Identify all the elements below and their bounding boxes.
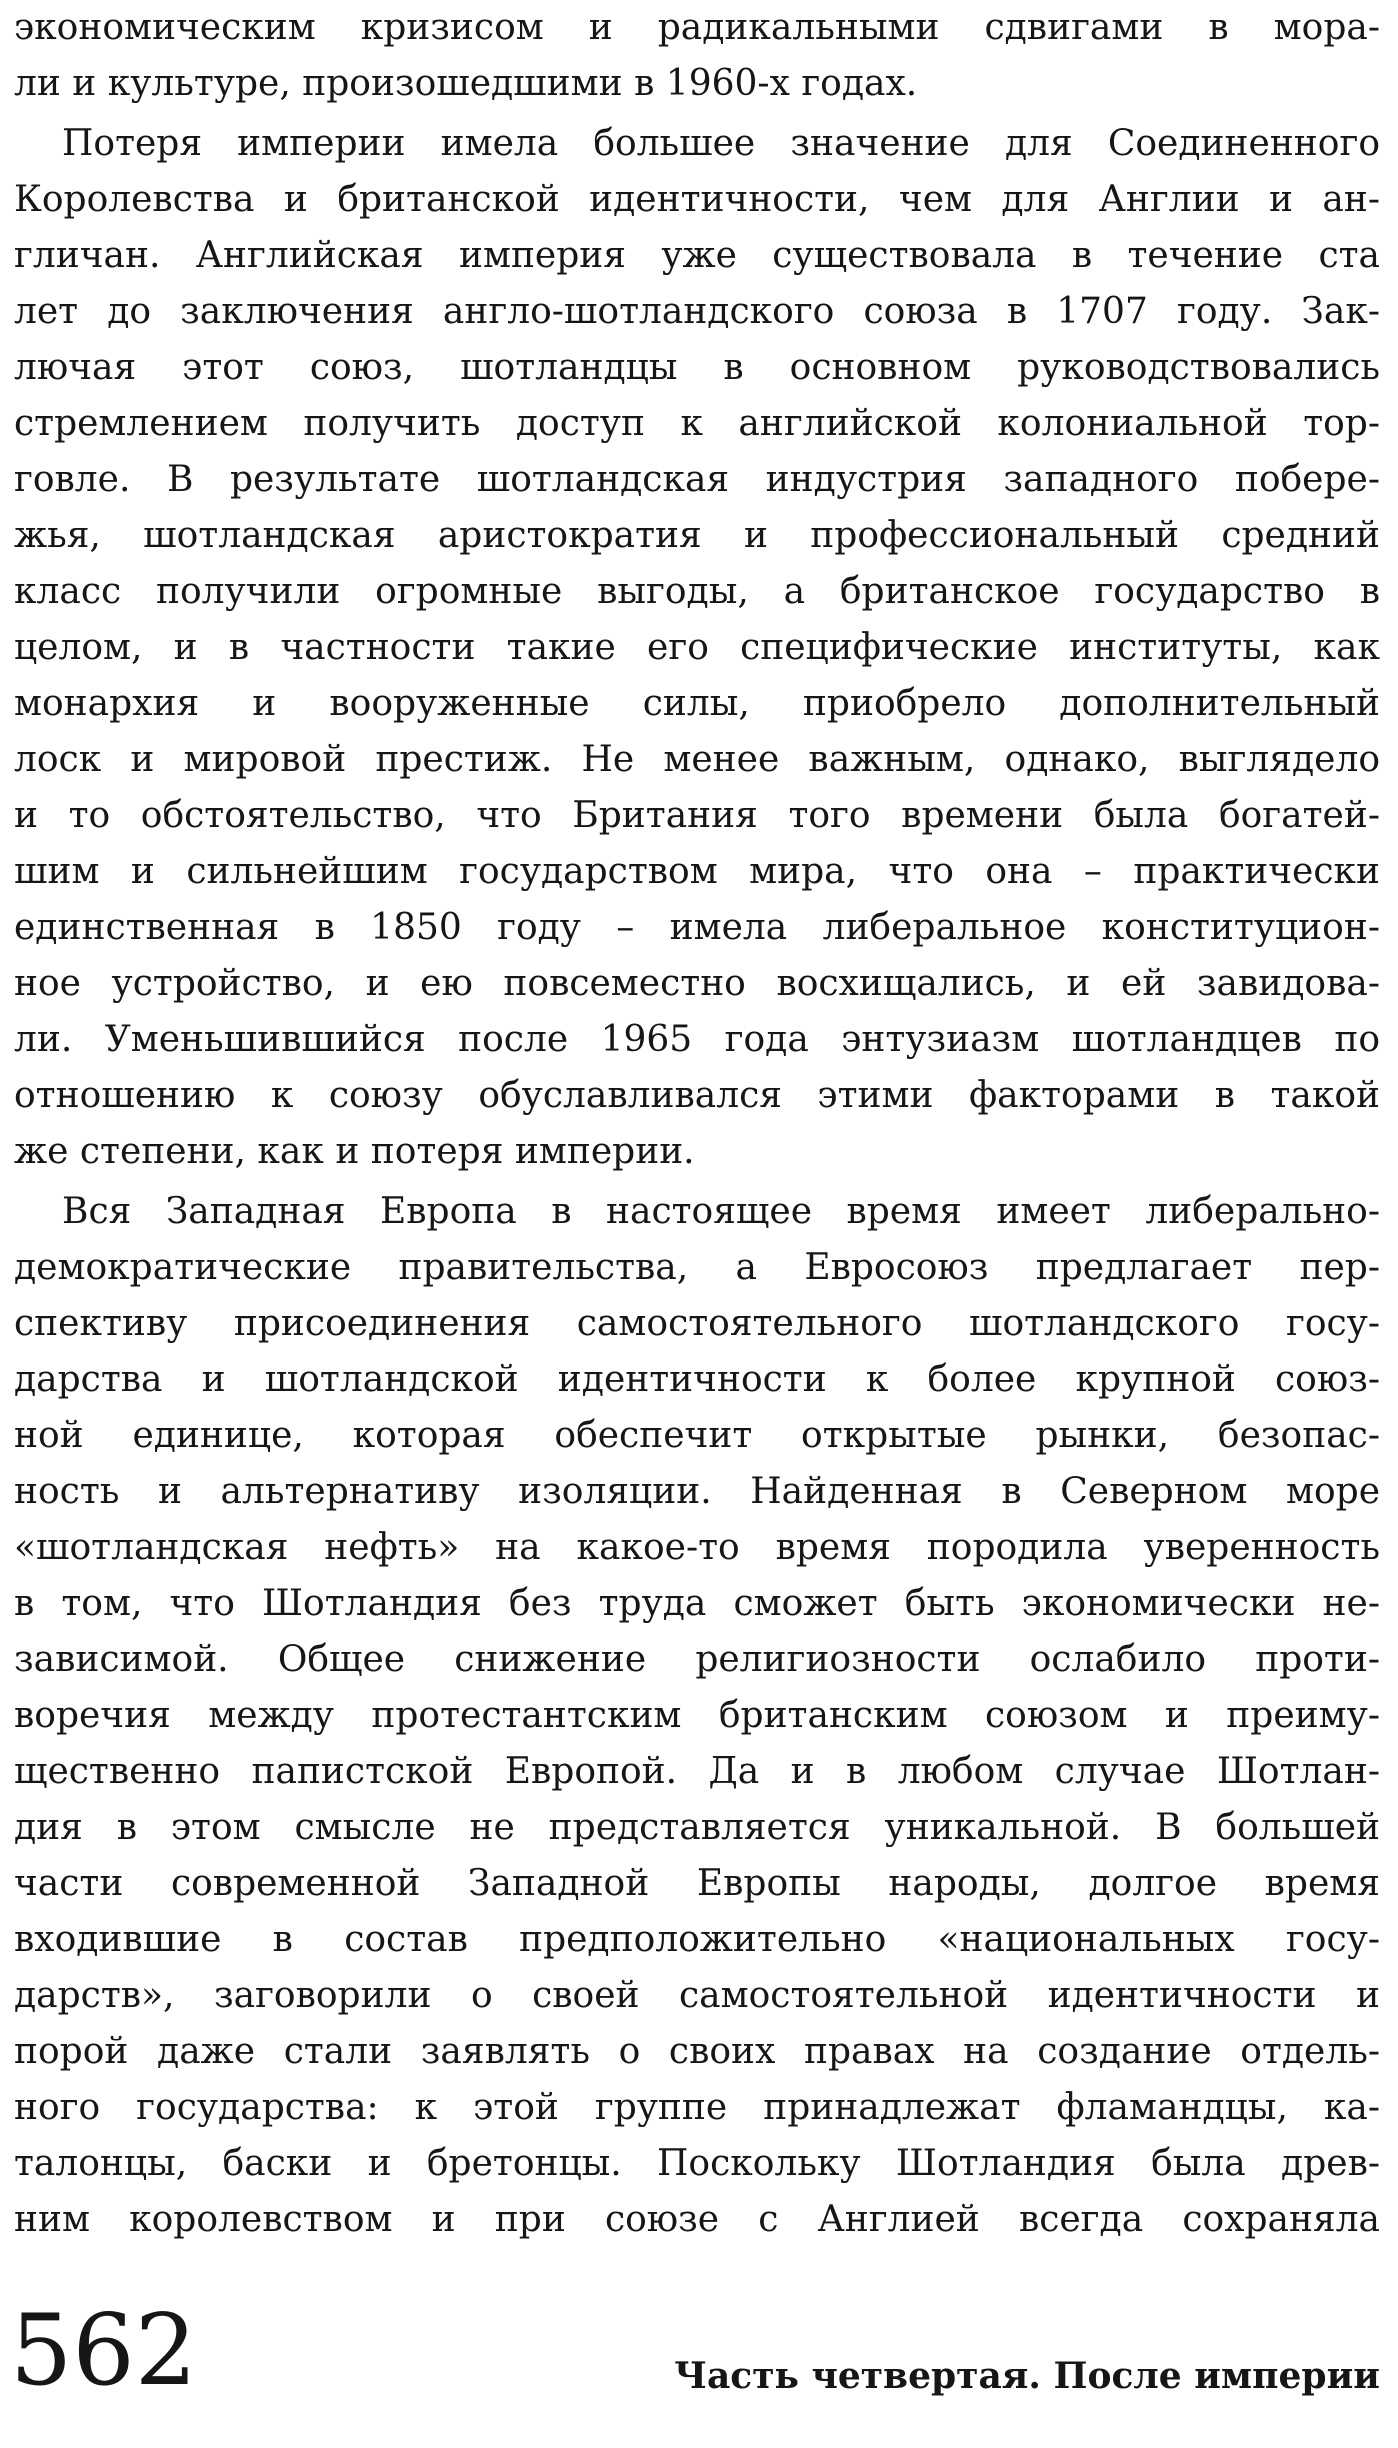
text-line: дарств», заговорили о своей самостоятельной идентичности и bbox=[14, 1975, 1380, 2016]
text-line: лет до заключения англо-шотландского союза в 1707 году. Зак- bbox=[14, 291, 1380, 332]
text-line: гличан. Английская империя уже существовала в течение ста bbox=[14, 235, 1380, 276]
paragraph-first-line: Потеря империи имела большее значение для Соединенного bbox=[62, 123, 1380, 164]
paragraph-first-line: Вся Западная Европа в настоящее время имеет либерально- bbox=[62, 1191, 1380, 1232]
text-line: демократические правительства, а Евросоюз предлагает пер- bbox=[14, 1247, 1380, 1288]
text-line: монархия и вооруженные силы, приобрело дополнительный bbox=[14, 683, 1380, 724]
text-line: дия в этом смысле не представляется уникальной. В большей bbox=[14, 1807, 1380, 1848]
text-line: ного государства: к этой группе принадлежат фламандцы, ка- bbox=[14, 2087, 1380, 2128]
text-line: целом, и в частности такие его специфические институты, как bbox=[14, 627, 1380, 668]
text-line: ним королевством и при союзе с Англией всегда сохраняла bbox=[14, 2199, 1380, 2240]
text-line: воречия между протестантским британским союзом и преиму- bbox=[14, 1695, 1380, 1736]
text-line: порой даже стали заявлять о своих правах на создание отдель- bbox=[14, 2031, 1380, 2072]
text-line: жья, шотландская аристократия и профессиональный средний bbox=[14, 515, 1380, 556]
text-line: входившие в состав предположительно «национальных госу- bbox=[14, 1919, 1380, 1960]
text-line: лоск и мировой престиж. Не менее важным, однако, выглядело bbox=[14, 739, 1380, 780]
text-line: экономическим кризисом и радикальными сдвигами в мора- bbox=[14, 7, 1380, 48]
text-line: шим и сильнейшим государством мира, что она – практически bbox=[14, 851, 1380, 892]
text-line: зависимой. Общее снижение религиозности ослабило проти- bbox=[14, 1639, 1380, 1680]
running-head: Часть четвертая. После империи bbox=[674, 2355, 1380, 2397]
text-line: «шотландская нефть» на какое-то время породила уверенность bbox=[14, 1527, 1380, 1568]
text-line: же степени, как и потеря империи. bbox=[14, 1131, 695, 1172]
text-line: стремлением получить доступ к английской колониальной тор- bbox=[14, 403, 1380, 444]
text-line: ли и культуре, произошедшими в 1960-х годах. bbox=[14, 63, 918, 104]
text-line: ной единице, которая обеспечит открытые рынки, безопас- bbox=[14, 1415, 1380, 1456]
page-number: 562 bbox=[10, 2294, 198, 2408]
text-line: ность и альтернативу изоляции. Найденная в Северном море bbox=[14, 1471, 1380, 1512]
text-line: в том, что Шотландия без труда сможет быть экономически не- bbox=[14, 1583, 1380, 1624]
text-line: ли. Уменьшившийся после 1965 года энтузиазм шотландцев по bbox=[14, 1019, 1380, 1060]
text-line: талонцы, баски и бретонцы. Поскольку Шотландия была древ- bbox=[14, 2143, 1380, 2184]
text-line: Королевства и британской идентичности, чем для Англии и ан- bbox=[14, 179, 1380, 220]
text-line: единственная в 1850 году – имела либеральное конституцион- bbox=[14, 907, 1380, 948]
text-line: ное устройство, и ею повсеместно восхищались, и ей завидова- bbox=[14, 963, 1380, 1004]
text-line: спективу присоединения самостоятельного шотландского госу- bbox=[14, 1303, 1380, 1344]
text-line: говле. В результате шотландская индустрия западного побере- bbox=[14, 459, 1380, 500]
text-line: и то обстоятельство, что Британия того времени была богатей- bbox=[14, 795, 1380, 836]
text-line: класс получили огромные выгоды, а британское государство в bbox=[14, 571, 1380, 612]
text-line: щественно папистской Европой. Да и в любом случае Шотлан- bbox=[14, 1751, 1380, 1792]
text-line: отношению к союзу обуславливался этими факторами в такой bbox=[14, 1075, 1380, 1116]
text-line: лючая этот союз, шотландцы в основном руководствовались bbox=[14, 347, 1380, 388]
text-line: дарства и шотландской идентичности к более крупной союз- bbox=[14, 1359, 1380, 1400]
text-line: части современной Западной Европы народы, долгое время bbox=[14, 1863, 1380, 1904]
